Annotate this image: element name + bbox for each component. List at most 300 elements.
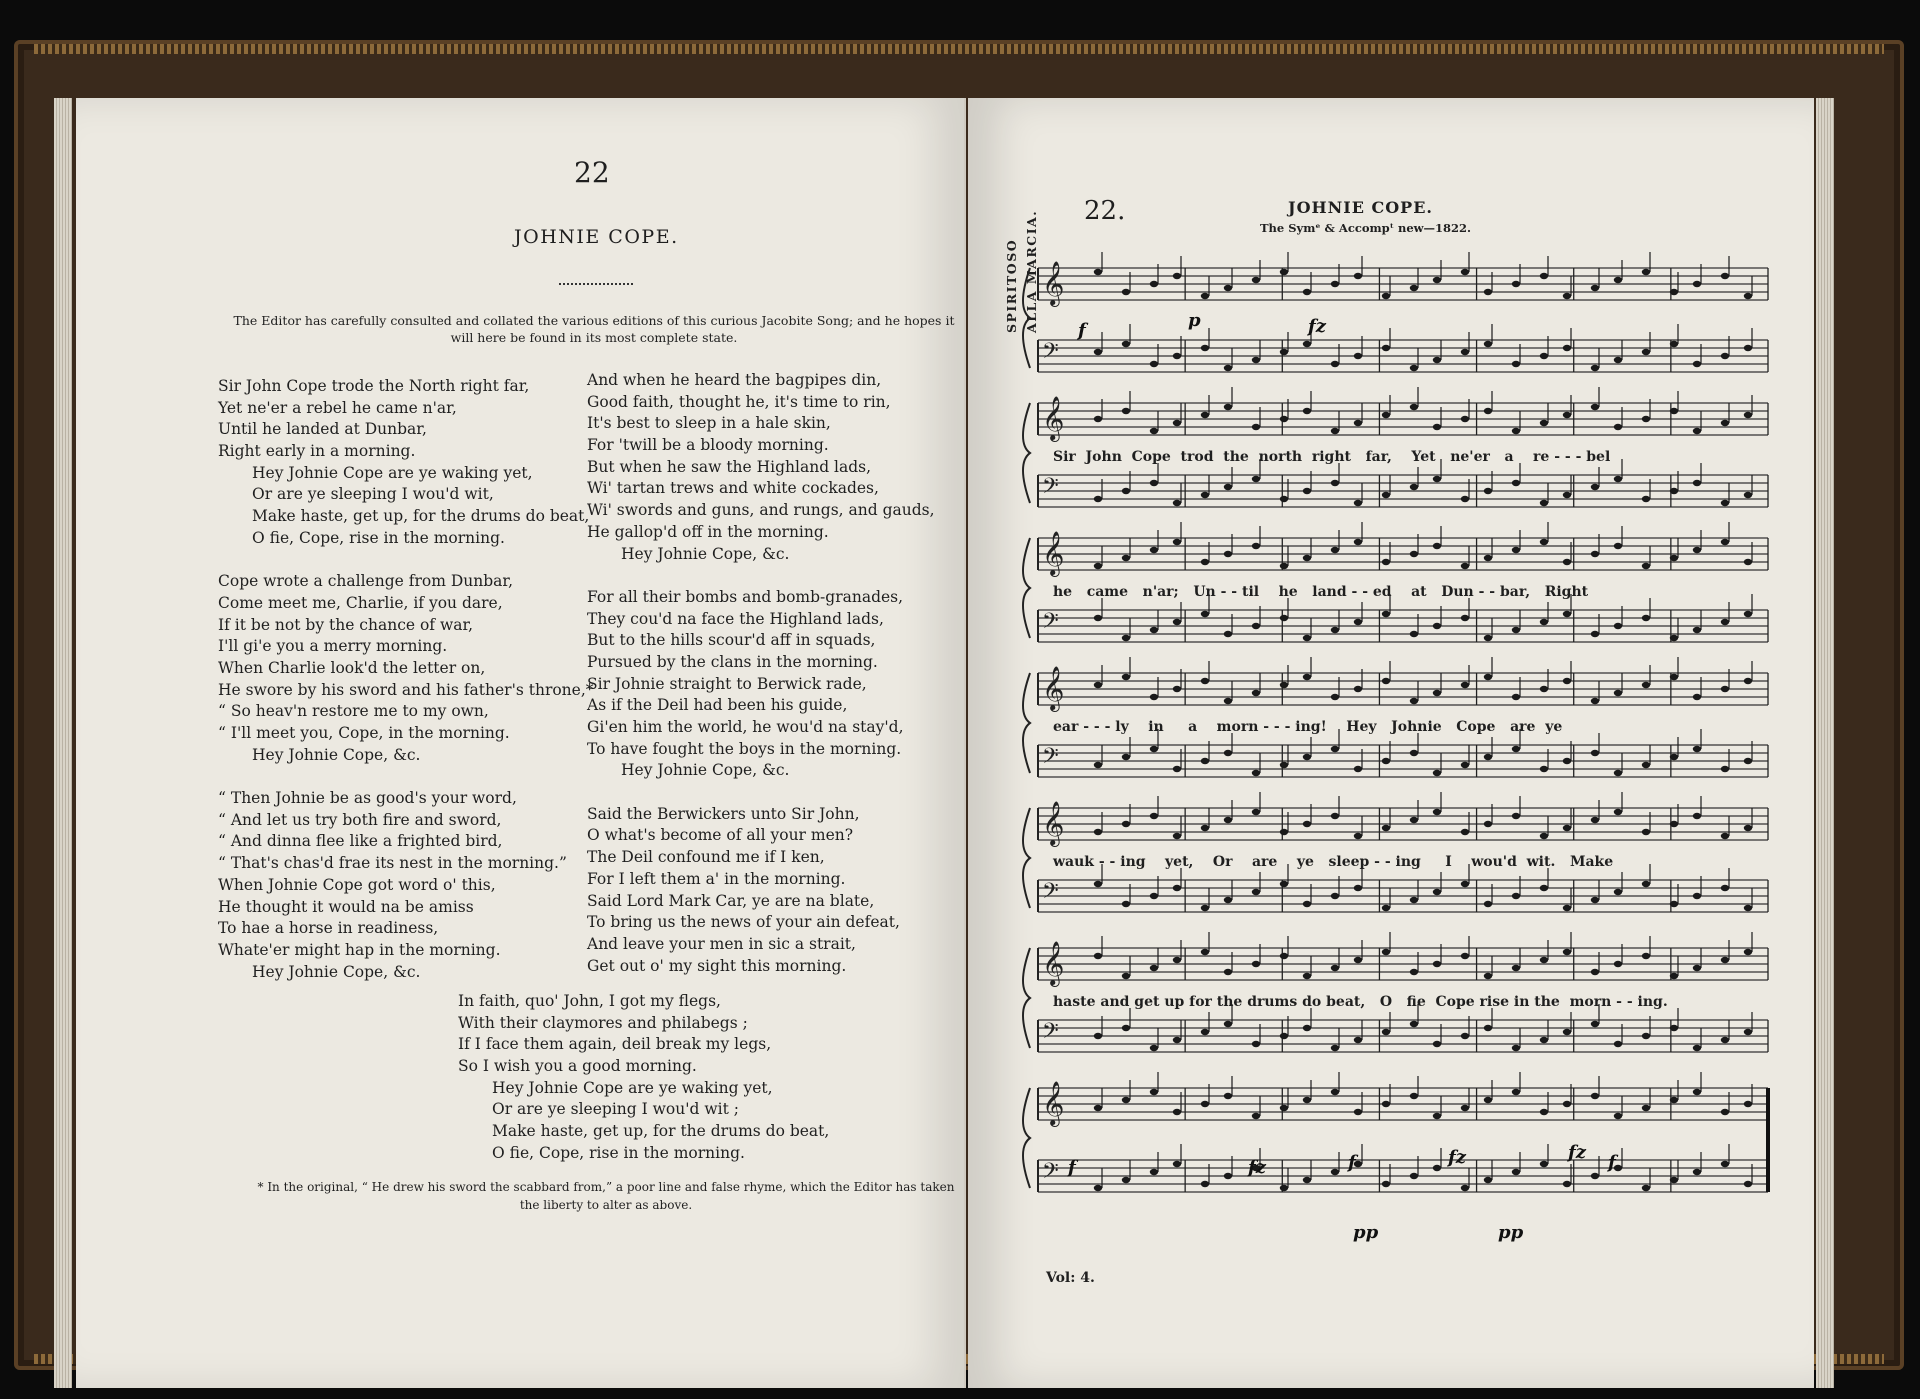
note-head <box>1484 1025 1492 1031</box>
note-head <box>1150 480 1158 486</box>
note-head <box>1540 957 1548 963</box>
note-head <box>1201 1181 1209 1187</box>
note-head <box>1563 1101 1571 1107</box>
note-head <box>1563 559 1571 565</box>
note-head <box>1303 1025 1311 1031</box>
volume-label: Vol: 4. <box>1046 1270 1095 1286</box>
note-head <box>1540 1037 1548 1043</box>
note-head <box>1591 631 1599 637</box>
note-head <box>1122 289 1130 295</box>
note-head <box>1540 1161 1548 1167</box>
note-head <box>1744 1029 1752 1035</box>
note-head <box>1252 690 1260 696</box>
note-head <box>1461 1033 1469 1039</box>
note-head <box>1354 885 1362 891</box>
note-head <box>1094 496 1102 502</box>
note-head <box>1540 1109 1548 1115</box>
note-head <box>1150 746 1158 752</box>
verse-column-2 <box>587 370 935 977</box>
note-head <box>1591 484 1599 490</box>
note-head <box>1693 965 1701 971</box>
note-head <box>1094 881 1102 887</box>
note-head <box>1744 758 1752 764</box>
note-head <box>1591 365 1599 371</box>
note-head <box>1614 961 1622 967</box>
note-head <box>1433 961 1441 967</box>
note-head <box>1614 1113 1622 1119</box>
note-head <box>1484 341 1492 347</box>
verse-line: I'll gi'e you a merry morning. <box>218 637 448 656</box>
verse-line: Hey Johnie Cope, &c. <box>252 745 421 764</box>
verse-line: To have fought the boys in the morning. <box>587 739 902 758</box>
note-head <box>1150 813 1158 819</box>
note-head <box>1512 813 1520 819</box>
verse-line: With their claymores and philabegs ; <box>458 1013 748 1032</box>
note-head <box>1670 901 1678 907</box>
note-head <box>1331 746 1339 752</box>
note-head <box>1354 833 1362 839</box>
verse-line: Or are ye sleeping I wou'd wit ; <box>492 1100 739 1119</box>
note-head <box>1512 428 1520 434</box>
note-head <box>1540 420 1548 426</box>
dynamic-mark: fz <box>1248 1157 1266 1178</box>
note-head <box>1331 694 1339 700</box>
note-head <box>1201 905 1209 911</box>
note-head <box>1094 1185 1102 1191</box>
note-head <box>1382 611 1390 617</box>
verse-line: Wi' tartan trews and white cockades, <box>587 479 879 498</box>
note-head <box>1252 357 1260 363</box>
verse-line: “ Then Johnie be as good's your word, <box>218 789 517 808</box>
note-head <box>1382 758 1390 764</box>
note-head <box>1642 1185 1650 1191</box>
note-head <box>1280 269 1288 275</box>
note-head <box>1670 1025 1678 1031</box>
note-head <box>1670 1177 1678 1183</box>
note-head <box>1461 416 1469 422</box>
note-head <box>1642 881 1650 887</box>
note-head <box>1280 1105 1288 1111</box>
note-head <box>1331 1045 1339 1051</box>
note-head <box>1094 1105 1102 1111</box>
note-head <box>1280 563 1288 569</box>
note-head <box>1252 277 1260 283</box>
note-head <box>1382 559 1390 565</box>
note-head <box>1512 694 1520 700</box>
verse-column-1 <box>218 376 594 983</box>
note-head <box>1744 559 1752 565</box>
system-brace <box>1023 673 1030 773</box>
left-page-edges <box>54 98 72 1388</box>
note-head <box>1224 404 1232 410</box>
page-number: 22. <box>1084 196 1126 226</box>
subtitle: The Symᵉ & Accompᵗ new—1822. <box>1260 221 1472 235</box>
note-head <box>1721 885 1729 891</box>
note-head <box>1354 766 1362 772</box>
bass-clef: 𝄢 <box>1042 609 1059 639</box>
bass-clef: 𝄢 <box>1042 879 1059 909</box>
treble-clef: 𝄞 <box>1042 801 1065 845</box>
note-head <box>1150 1045 1158 1051</box>
note-head <box>1150 694 1158 700</box>
note-head <box>1670 408 1678 414</box>
note-head <box>1614 1041 1622 1047</box>
note-head <box>1693 627 1701 633</box>
book-binding <box>14 40 1904 1370</box>
note-head <box>1744 492 1752 498</box>
treble-clef: 𝄞 <box>1042 666 1065 710</box>
note-head <box>1094 416 1102 422</box>
note-head <box>1280 349 1288 355</box>
note-head <box>1173 353 1181 359</box>
note-head <box>1252 543 1260 549</box>
note-head <box>1410 484 1418 490</box>
note-head <box>1744 949 1752 955</box>
note-head <box>1642 1033 1650 1039</box>
note-head <box>1693 281 1701 287</box>
note-head <box>1354 686 1362 692</box>
note-head <box>1410 1021 1418 1027</box>
note-head <box>1721 500 1729 506</box>
lyric-line: ear - - - ly in a morn - - - ing! Hey Johnie Cope are ye <box>1053 719 1563 735</box>
note-head <box>1382 293 1390 299</box>
note-head <box>1540 539 1548 545</box>
stanza-gap <box>218 550 594 572</box>
note-head <box>1484 754 1492 760</box>
treble-clef: 𝄞 <box>1042 941 1065 985</box>
note-head <box>1201 492 1209 498</box>
note-head <box>1224 365 1232 371</box>
note-head <box>1642 953 1650 959</box>
note-head <box>1670 635 1678 641</box>
note-head <box>1331 627 1339 633</box>
note-head <box>1744 678 1752 684</box>
note-head <box>1354 1109 1362 1115</box>
song-title: JOHNIE COPE. <box>1288 198 1433 217</box>
dynamic-mark: p <box>1188 310 1201 331</box>
note-head <box>1354 619 1362 625</box>
note-head <box>1563 905 1571 911</box>
note-head <box>1280 496 1288 502</box>
note-head <box>1461 269 1469 275</box>
note-head <box>1540 686 1548 692</box>
note-head <box>1331 1089 1339 1095</box>
note-head <box>1484 674 1492 680</box>
note-head <box>1201 611 1209 617</box>
bass-clef: 𝄢 <box>1042 474 1059 504</box>
note-head <box>1224 1173 1232 1179</box>
note-head <box>1382 1101 1390 1107</box>
note-head <box>1150 1169 1158 1175</box>
note-head <box>1614 889 1622 895</box>
note-head <box>1303 555 1311 561</box>
note-head <box>1563 1181 1571 1187</box>
note-head <box>1670 488 1678 494</box>
note-head <box>1693 694 1701 700</box>
verse-line: He thought it would na be amiss <box>218 897 474 916</box>
bass-clef: 𝄢 <box>1042 1019 1059 1049</box>
note-head <box>1591 897 1599 903</box>
note-head <box>1201 345 1209 351</box>
verse-line: Make haste, get up, for the drums do beat, <box>252 507 590 526</box>
bass-clef: 𝄢 <box>1042 744 1059 774</box>
verse-column-3 <box>458 991 829 1165</box>
note-head <box>1173 1037 1181 1043</box>
verse-line: Said the Berwickers unto Sir John, <box>587 804 860 823</box>
dynamic-mark: fz <box>1568 1142 1586 1163</box>
verse-line: Come meet me, Charlie, if you dare, <box>218 593 503 612</box>
note-head <box>1591 551 1599 557</box>
note-head <box>1094 762 1102 768</box>
note-head <box>1721 1037 1729 1043</box>
lyric-line: Sir John Cope trod the north right far, Yet ne'er a re - - - bel <box>1053 449 1611 465</box>
note-head <box>1670 821 1678 827</box>
stanza-gap <box>587 565 935 587</box>
note-head <box>1252 424 1260 430</box>
note-head <box>1721 957 1729 963</box>
tempo-line-2: ALLA MARCIA. <box>1024 209 1039 333</box>
note-head <box>1173 539 1181 545</box>
bass-clef: 𝄢 <box>1042 339 1059 369</box>
note-head <box>1614 809 1622 815</box>
note-head <box>1433 357 1441 363</box>
verse-line: Good faith, thought he, it's time to rin, <box>587 392 891 411</box>
note-head <box>1382 905 1390 911</box>
note-head <box>1591 1093 1599 1099</box>
note-head <box>1614 277 1622 283</box>
page-title: JOHNIE COPE. <box>514 226 679 248</box>
note-head <box>1512 746 1520 752</box>
note-head <box>1224 1093 1232 1099</box>
note-head <box>1303 1177 1311 1183</box>
dynamic-mark: fz <box>1448 1147 1466 1168</box>
note-head <box>1224 750 1232 756</box>
note-head <box>1280 615 1288 621</box>
note-head <box>1382 678 1390 684</box>
note-head <box>1354 957 1362 963</box>
dynamic-mark: f <box>1348 1152 1356 1173</box>
dynamic-mark: f <box>1608 1152 1616 1173</box>
note-head <box>1614 543 1622 549</box>
verse-line: Whate'er might hap in the morning. <box>218 940 501 959</box>
verse-line: Hey Johnie Cope, &c. <box>621 544 790 563</box>
note-head <box>1540 353 1548 359</box>
note-head <box>1094 349 1102 355</box>
note-head <box>1721 420 1729 426</box>
note-head <box>1150 965 1158 971</box>
note-head <box>1744 825 1752 831</box>
dynamic-mark: pp <box>1498 1222 1524 1243</box>
note-head <box>1461 829 1469 835</box>
note-head <box>1461 349 1469 355</box>
note-head <box>1252 770 1260 776</box>
note-head <box>1642 416 1650 422</box>
note-head <box>1433 809 1441 815</box>
treble-clef: 𝄞 <box>1042 261 1065 305</box>
note-head <box>1512 361 1520 367</box>
verse-line: If it be not by the chance of war, <box>218 615 474 634</box>
note-head <box>1410 969 1418 975</box>
system-brace <box>1023 403 1030 503</box>
note-head <box>1540 766 1548 772</box>
note-head <box>1591 285 1599 291</box>
note-head <box>1173 833 1181 839</box>
note-head <box>1252 961 1260 967</box>
note-head <box>1252 476 1260 482</box>
note-head <box>1150 428 1158 434</box>
note-head <box>1433 770 1441 776</box>
note-head <box>1642 615 1650 621</box>
verse-line: Pursued by the clans in the morning. <box>587 652 878 671</box>
note-head <box>1331 361 1339 367</box>
note-head <box>1642 762 1650 768</box>
note-head <box>1433 889 1441 895</box>
note-head <box>1540 273 1548 279</box>
note-head <box>1303 821 1311 827</box>
note-head <box>1512 480 1520 486</box>
note-head <box>1721 539 1729 545</box>
verse-line: “ That's chas'd frae its nest in the morning.” <box>218 854 567 873</box>
stanza-gap <box>587 782 935 804</box>
note-head <box>1173 885 1181 891</box>
note-head <box>1252 889 1260 895</box>
verse-line: Get out o' my sight this morning. <box>587 956 847 975</box>
footnote: * In the original, “ He drew his sword the scabbard from,” a poor line and false rhyme, which the Editor has taken the liberty to alter as above. <box>257 1180 955 1212</box>
note-head <box>1670 754 1678 760</box>
note-head <box>1614 623 1622 629</box>
verse-line: Hey Johnie Cope are ye waking yet, <box>492 1078 773 1097</box>
system-brace <box>1023 1088 1030 1188</box>
note-head <box>1540 885 1548 891</box>
note-head <box>1173 420 1181 426</box>
note-head <box>1461 881 1469 887</box>
note-head <box>1591 404 1599 410</box>
note-head <box>1173 1161 1181 1167</box>
note-head <box>1122 1097 1130 1103</box>
note-head <box>1433 424 1441 430</box>
note-head <box>1331 428 1339 434</box>
note-head <box>1642 829 1650 835</box>
note-head <box>1173 766 1181 772</box>
note-head <box>1642 349 1650 355</box>
note-head <box>1693 1089 1701 1095</box>
note-head <box>1331 893 1339 899</box>
treble-clef: 𝄞 <box>1042 531 1065 575</box>
note-head <box>1670 674 1678 680</box>
note-head <box>1744 412 1752 418</box>
note-head <box>1303 488 1311 494</box>
note-head <box>1744 293 1752 299</box>
note-head <box>1303 635 1311 641</box>
verse-line: But to the hills scour'd aff in squads, <box>587 631 876 650</box>
note-head <box>1540 833 1548 839</box>
note-head <box>1173 619 1181 625</box>
note-head <box>1201 825 1209 831</box>
note-head <box>1642 682 1650 688</box>
note-head <box>1094 563 1102 569</box>
note-head <box>1410 285 1418 291</box>
note-head <box>1563 758 1571 764</box>
note-head <box>1614 424 1622 430</box>
note-head <box>1331 547 1339 553</box>
note-head <box>1744 345 1752 351</box>
note-head <box>1280 953 1288 959</box>
note-head <box>1201 678 1209 684</box>
note-head <box>1591 1021 1599 1027</box>
note-head <box>1591 750 1599 756</box>
note-head <box>1693 893 1701 899</box>
verse-line: “ So heav'n restore me to my own, <box>218 702 489 721</box>
note-head <box>1721 619 1729 625</box>
note-head <box>1122 341 1130 347</box>
note-head <box>1693 1045 1701 1051</box>
note-head <box>1693 1169 1701 1175</box>
note-head <box>1591 698 1599 704</box>
dynamic-mark: fz <box>1308 316 1326 337</box>
note-head <box>1201 758 1209 764</box>
note-head <box>1201 559 1209 565</box>
note-head <box>1642 1105 1650 1111</box>
bass-clef: 𝄢 <box>1042 1159 1059 1189</box>
note-head <box>1201 293 1209 299</box>
note-head <box>1563 949 1571 955</box>
note-head <box>1354 353 1362 359</box>
note-head <box>1382 949 1390 955</box>
note-head <box>1173 273 1181 279</box>
note-head <box>1173 957 1181 963</box>
note-head <box>1410 750 1418 756</box>
note-head <box>1563 293 1571 299</box>
note-head <box>1382 1181 1390 1187</box>
note-head <box>1094 269 1102 275</box>
verse-line: And when he heard the bagpipes din, <box>587 371 882 389</box>
note-head <box>1512 627 1520 633</box>
note-head <box>1303 341 1311 347</box>
note-head <box>1410 897 1418 903</box>
top-gilt-border <box>34 44 1884 54</box>
note-head <box>1224 698 1232 704</box>
note-head <box>1331 965 1339 971</box>
note-head <box>1280 1185 1288 1191</box>
note-head <box>1410 1093 1418 1099</box>
verse-line: It's best to sleep in a hale skin, <box>587 414 831 433</box>
note-head <box>1150 281 1158 287</box>
note-head <box>1433 277 1441 283</box>
note-head <box>1512 1045 1520 1051</box>
note-head <box>1224 631 1232 637</box>
note-head <box>1563 825 1571 831</box>
verse-line: O fie, Cope, rise in the morning. <box>252 528 505 547</box>
note-head <box>1512 965 1520 971</box>
note-head <box>1484 488 1492 494</box>
verse-line: For all their bombs and bomb-granades, <box>587 587 904 606</box>
note-head <box>1303 1097 1311 1103</box>
sheet-music <box>1008 248 1798 1278</box>
note-head <box>1642 269 1650 275</box>
left-page <box>76 98 966 1388</box>
note-head <box>1201 949 1209 955</box>
note-head <box>1150 361 1158 367</box>
note-head <box>1512 547 1520 553</box>
note-head <box>1122 973 1130 979</box>
note-head <box>1094 953 1102 959</box>
note-head <box>1721 833 1729 839</box>
verse-line: And leave your men in sic a strait, <box>587 934 856 953</box>
note-head <box>1670 341 1678 347</box>
note-head <box>1642 496 1650 502</box>
note-head <box>1224 285 1232 291</box>
note-head <box>1484 635 1492 641</box>
